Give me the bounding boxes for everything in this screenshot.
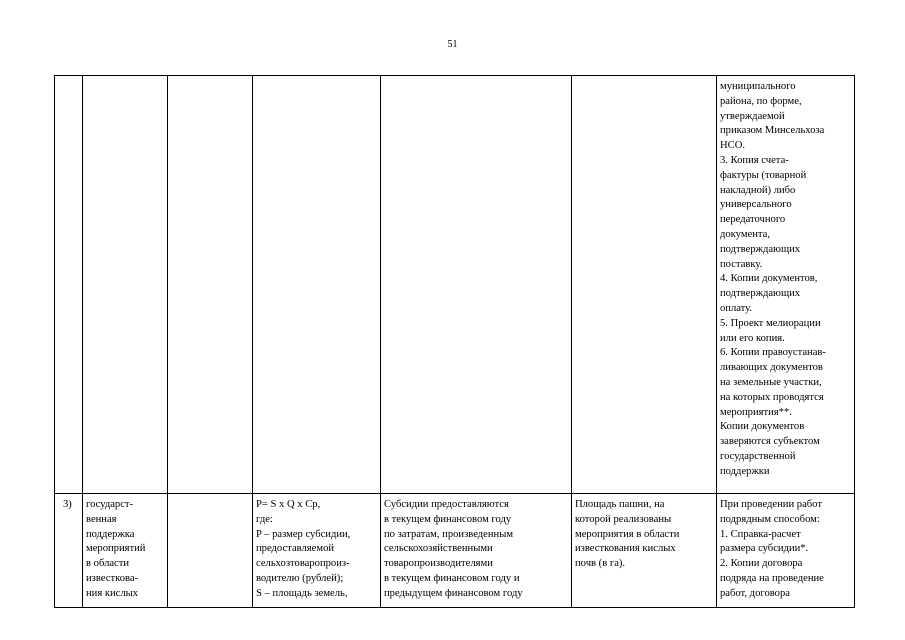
text-line: При проведении работ: [720, 499, 822, 510]
indicator-cell: [572, 494, 717, 608]
text-line: где:: [256, 513, 273, 525]
text-line: фактуры (товарной: [720, 169, 807, 181]
text-line: ливающих документов: [720, 362, 823, 374]
subsidy-table: [54, 75, 855, 608]
text-line: венная: [86, 513, 117, 525]
documents-cell: [717, 494, 855, 608]
text-line: водителю (рублей);: [256, 572, 344, 584]
row-number-cell: [55, 76, 83, 494]
measure-name-cell: [83, 494, 168, 608]
text-line: оплату.: [720, 302, 753, 314]
documents-cell: [717, 76, 855, 494]
text-line: 2. Копии договора: [720, 558, 803, 570]
text-line: подрядным способом:: [720, 513, 820, 525]
text-line: Копии документов: [720, 421, 805, 433]
text-line: универсального: [720, 199, 792, 211]
measure-name-cell: [83, 76, 168, 494]
text-line: 3. Копия счета-: [720, 154, 789, 166]
text-line: товаропроизводителями: [384, 558, 493, 570]
text-line: передаточного: [720, 214, 786, 226]
text-line: муниципального: [720, 81, 796, 92]
text-line: известкова-: [86, 572, 139, 584]
indicator-cell: [572, 76, 717, 494]
text-line: государст-: [86, 499, 134, 510]
text-line: Субсидии предоставляются: [384, 499, 509, 510]
text-line: мероприятия в области: [575, 528, 680, 540]
conditions-cell: [381, 76, 572, 494]
text-line: 6. Копии правоустанав-: [720, 347, 826, 359]
text-line: накладной) либо: [720, 184, 796, 196]
text-line: поддержка: [86, 528, 135, 540]
text-line: 5. Проект мелиорации: [720, 317, 821, 329]
text-line: размера субсидии*.: [720, 543, 809, 555]
text-line: P= S x Q x Cp,: [256, 499, 321, 510]
text-line: ния кислых: [86, 587, 139, 599]
text-line: приказом Минсельхоза: [720, 125, 825, 137]
text-line: Площадь пашни, на: [575, 499, 665, 510]
row-number-cell: 3): [55, 494, 83, 608]
formula-cell: [253, 76, 381, 494]
text-line: мероприятий: [86, 543, 146, 555]
text-line: 4. Копии документов,: [720, 273, 818, 285]
table-row: [55, 494, 855, 608]
page-number: 51: [447, 39, 458, 50]
text-line: или его копия.: [720, 332, 785, 344]
text-line: мероприятия**.: [720, 406, 792, 418]
text-line: НСО.: [720, 140, 746, 152]
conditions-cell: [381, 494, 572, 608]
text-line: поддержки: [720, 465, 770, 477]
text-line: предыдущем финансовом году: [384, 587, 523, 599]
text-line: известкования кислых: [575, 543, 676, 555]
text-line: заверяются субъектом: [720, 436, 820, 448]
empty-cell: [168, 76, 253, 494]
text-line: S – площадь земель,: [256, 587, 348, 599]
text-line: государственной: [720, 450, 796, 462]
table-row: [55, 76, 855, 494]
text-line: почв (в га).: [575, 558, 626, 570]
text-line: которой реализованы: [575, 513, 672, 525]
text-line: P – размер субсидии,: [256, 528, 351, 540]
text-line: по затратам, произведенным: [384, 528, 514, 540]
text-line: в текущем финансовом году: [384, 513, 512, 525]
formula-cell: [253, 494, 381, 608]
text-line: 1. Справка-расчет: [720, 528, 801, 540]
text-line: в области: [86, 558, 130, 570]
text-line: предоставляемой: [256, 543, 335, 555]
text-line: района, по форме,: [720, 95, 802, 107]
text-line: поставку.: [720, 258, 763, 270]
text-line: документа,: [720, 228, 771, 240]
text-line: в текущем финансовом году и: [384, 572, 520, 584]
text-line: подтверждающих: [720, 243, 801, 255]
text-line: подтверждающих: [720, 288, 801, 300]
text-line: подряда на проведение: [720, 572, 824, 584]
text-line: на которых проводятся: [720, 391, 824, 403]
text-line: сельхозтоваропроиз-: [256, 558, 350, 570]
text-line: утверждаемой: [720, 110, 785, 122]
text-line: работ, договора: [720, 587, 790, 599]
text-line: сельскохозяйственными: [384, 543, 493, 555]
text-line: на земельные участки,: [720, 376, 822, 388]
empty-cell: [168, 494, 253, 608]
